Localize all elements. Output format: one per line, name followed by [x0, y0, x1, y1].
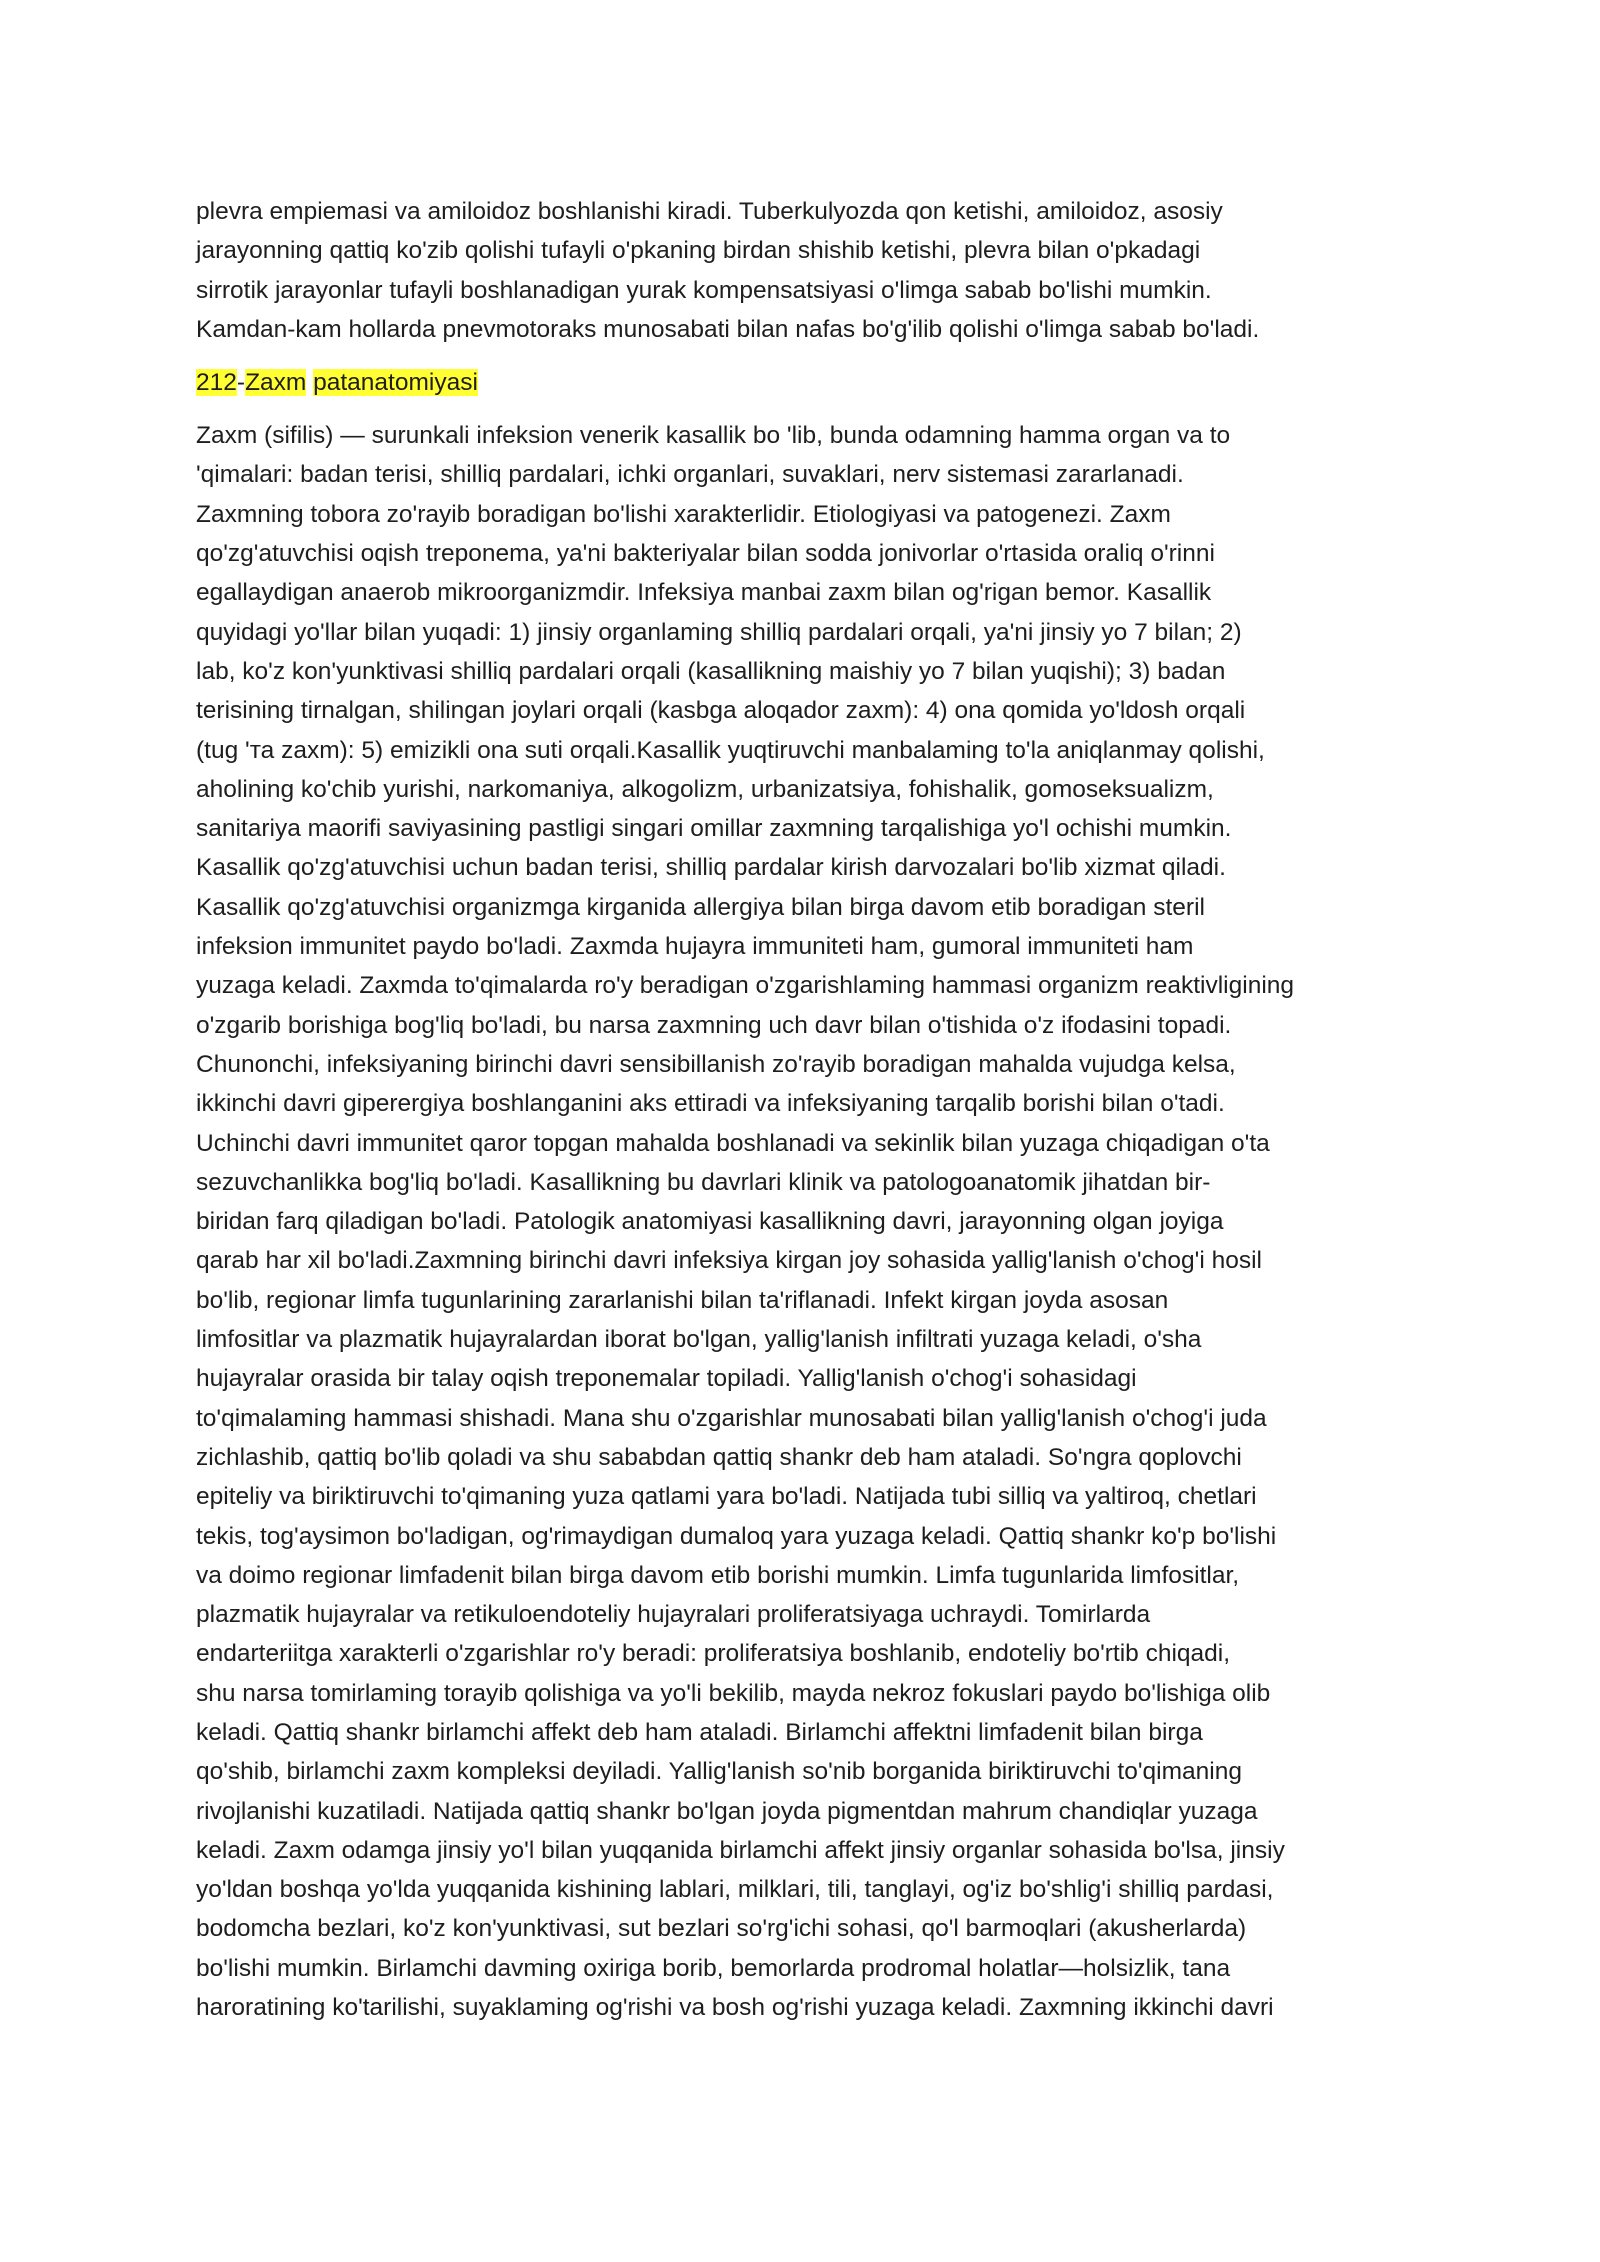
text-line: lab, ko'z kon'yunktivasi shilliq pardalari orqali (kasallikning maishiy yo 7 bilan yuqishi); 3) badan: [196, 657, 1226, 685]
text-line: Uchinchi davri immunitet qaror topgan mahalda boshlanadi va sekinlik bilan yuzaga chiqadigan o'ta: [196, 1129, 1270, 1157]
text-line: Kamdan-kam hollarda pnevmotoraks munosabati bilan nafas bo'g'ilib qolishi o'limga sabab bo'ladi.: [196, 315, 1260, 343]
text-line: haroratining ko'tarilishi, suyaklaming og'rishi va bosh og'rishi yuzaga keladi. Zaxmning ikkinchi davri: [196, 1994, 1274, 2022]
text-line: plevra empiemasi va amiloidoz boshlanishi kiradi. Tuberkulyozda qon ketishi, amiloidoz, asosiy: [196, 198, 1223, 225]
text-line: yuzaga keladi. Zaxmda to'qimalarda ro'y beradigan o'zgarishlaming hammasi organizm reaktivligining: [196, 972, 1295, 1000]
text-line: (tug 'та zaxm): 5) emizikli ona suti orqali.Kasallik yuqtiruvchi manbalaming to'la aniqlanmay qolishi,: [196, 736, 1265, 764]
body-paragraph: [196, 416, 1418, 2027]
intro-paragraph: [196, 192, 1418, 349]
text-line: Kasallik qo'zg'atuvchisi organizmga kirganida allergiya bilan birga davom etib boradigan steril: [196, 893, 1205, 921]
heading-word-patanatomiyasi: patanatomiyasi: [313, 369, 478, 397]
text-line: hujayralar orasida bir talay oqish treponemalar topiladi. Yallig'lanish o'chog'i sohasidagi: [196, 1365, 1137, 1393]
text-line: keladi. Zaxm odamga jinsiy yo'l bilan yuqqanida birlamchi affekt jinsiy organlar sohasida bo'lsa, jinsiy: [196, 1836, 1285, 1864]
text-line: ikkinchi davri giperergiya boshlanganini aks ettiradi va infeksiyaning tarqalib borishi bilan o'tadi.: [196, 1090, 1225, 1118]
text-line: Zaxm (sifilis) — surunkali infeksion venerik kasallik bo 'lib, bunda odamning hamma organ va to: [196, 422, 1231, 450]
text-line: Kasallik qo'zg'atuvchisi uchun badan terisi, shilliq pardalar kirish darvozalari bo'lib xizmat qiladi.: [196, 854, 1226, 882]
text-line: Chunonchi, infeksiyaning birinchi davri sensibillanish zo'rayib boradigan mahalda vujudga kelsa,: [196, 1050, 1236, 1078]
text-line: o'zgarib borishiga bog'liq bo'ladi, bu narsa zaxmning uch davr bilan o'tishida o'z ifodasini topadi.: [196, 1011, 1232, 1039]
text-line: sezuvchanlikka bog'liq bo'ladi. Kasallikning bu davrlari klinik va patologoanatomik jihatdan bir-: [196, 1168, 1211, 1196]
text-line: bo'lishi mumkin. Birlamchi davming oxiriga borib, bemorlarda prodromal holatlar—holsizlik, tana: [196, 1954, 1231, 1982]
text-line: rivojlanishi kuzatiladi. Natijada qattiq shankr bo'lgan joyda pigmentdan mahrum chandiqlar yuzaga: [196, 1797, 1258, 1825]
text-line: bodomcha bezlari, ko'z kon'yunktivasi, sut bezlari so'rg'ichi sohasi, qo'l barmoqlari (akusherlarda): [196, 1915, 1247, 1943]
text-line: bo'lib, regionar limfa tugunlarining zararlanishi bilan ta'riflanadi. Infekt kirgan joyda asosan: [196, 1286, 1169, 1314]
text-line: sirrotik jarayonlar tufayli boshlanadigan yurak kompensatsiyasi o'limga sabab bo'lishi mumkin.: [196, 276, 1212, 304]
text-line: plazmatik hujayralar va retikuloendoteliy hujayralari proliferatsiyaga uchraydi. Tomirlarda: [196, 1601, 1151, 1629]
text-line: tekis, tog'aysimon bo'ladigan, og'rimaydigan dumaloq yara yuzaga keladi. Qattiq shankr ko'p bo'lishi: [196, 1522, 1277, 1550]
text-line: to'qimalaming hammasi shishadi. Mana shu o'zgarishlar munosabati bilan yallig'lanish o'chog'i juda: [196, 1404, 1267, 1432]
document-content: [196, 192, 1418, 2027]
text-line: qarab har xil bo'ladi.Zaxmning birinchi davri infeksiya kirgan joy sohasida yallig'lanish o'chog'i hosil: [196, 1247, 1262, 1275]
text-line: keladi. Qattiq shankr birlamchi affekt deb ham ataladi. Birlamchi affektni limfadenit bilan birga: [196, 1718, 1203, 1746]
text-line: jarayonning qattiq ko'zib qolishi tufayli o'pkaning birdan shishib ketishi, plevra bilan o'pkadagi: [196, 237, 1201, 265]
text-line: epiteliy va biriktiruvchi to'qimaning yuza qatlami yara bo'ladi. Natijada tubi silliq va yaltiroq, chetlari: [196, 1483, 1257, 1511]
heading-word-zaxm: Zaxm: [245, 369, 307, 397]
text-line: limfositlar va plazmatik hujayralardan iborat bo'lgan, yallig'lanish infiltrati yuzaga keladi, o'sha: [196, 1326, 1202, 1354]
text-line: terisining tirnalgan, shilingan joylari orqali (kasbga aloqador zaxm): 4) ona qomida yo'ldosh orqali: [196, 697, 1246, 725]
section-heading: [196, 363, 1418, 402]
text-line: va doimo regionar limfadenit bilan birga davom etib borishi mumkin. Limfa tugunlarida limfositlar,: [196, 1561, 1240, 1589]
text-line: aholining ko'chib yurishi, narkomaniya, alkogolizm, urbanizatsiya, fohishalik, gomoseksualizm,: [196, 775, 1214, 803]
text-line: sanitariya maorifi saviyasining pastligi singari omillar zaxmning tarqalishiga yo'l ochishi mumkin.: [196, 815, 1232, 843]
text-line: egallaydigan anaerob mikroorganizmdir. Infeksiya manbai zaxm bilan og'rigan bemor. Kasallik: [196, 579, 1212, 607]
text-line: zichlashib, qattiq bo'lib qoladi va shu sababdan qattiq shankr deb ham ataladi. So'ngra qoplovchi: [196, 1443, 1242, 1471]
text-line: yo'ldan boshqa yo'lda yuqqanida kishining lablari, milklari, tili, tanglayi, og'iz bo'shlig'i shilliq pardasi,: [196, 1876, 1274, 1904]
heading-number: 212: [196, 369, 237, 397]
text-line: quyidagi yo'llar bilan yuqadi: 1) jinsiy organlaming shilliq pardalari orqali, ya'ni jinsiy yo 7 bilan; 2): [196, 618, 1242, 646]
text-line: biridan farq qiladigan bo'ladi. Patologik anatomiyasi kasallikning davri, jarayonning olgan joyiga: [196, 1208, 1224, 1236]
text-line: infeksion immunitet paydo bo'ladi. Zaxmda hujayra immuniteti ham, gumoral immuniteti ham: [196, 933, 1194, 961]
text-line: qo'shib, birlamchi zaxm kompleksi deyiladi. Yallig'lanish so'nib borganida biriktiruvchi to'qimaning: [196, 1758, 1242, 1786]
text-line: 'qimalari: badan terisi, shilliq pardalari, ichki organlari, suvaklari, nerv sistemasi zararlanadi.: [196, 461, 1184, 489]
heading-separator: -: [236, 369, 246, 397]
text-line: qo'zg'atuvchisi oqish treponema, ya'ni bakteriyalar bilan sodda jonivorlar o'rtasida oraliq o'rinni: [196, 540, 1215, 568]
text-line: shu narsa tomirlaming torayib qolishiga va yo'li bekilib, mayda nekroz fokuslari paydo bo'lishiga olib: [196, 1679, 1271, 1707]
text-line: Zaxmning tobora zo'rayib boradigan bo'lishi xarakterlidir. Etiologiyasi va patogenezi. Zaxm: [196, 500, 1171, 528]
text-line: endarteriitga xarakterli o'zgarishlar ro'y beradi: proliferatsiya boshlanib, endoteliy bo'rtib chiqadi,: [196, 1640, 1231, 1668]
